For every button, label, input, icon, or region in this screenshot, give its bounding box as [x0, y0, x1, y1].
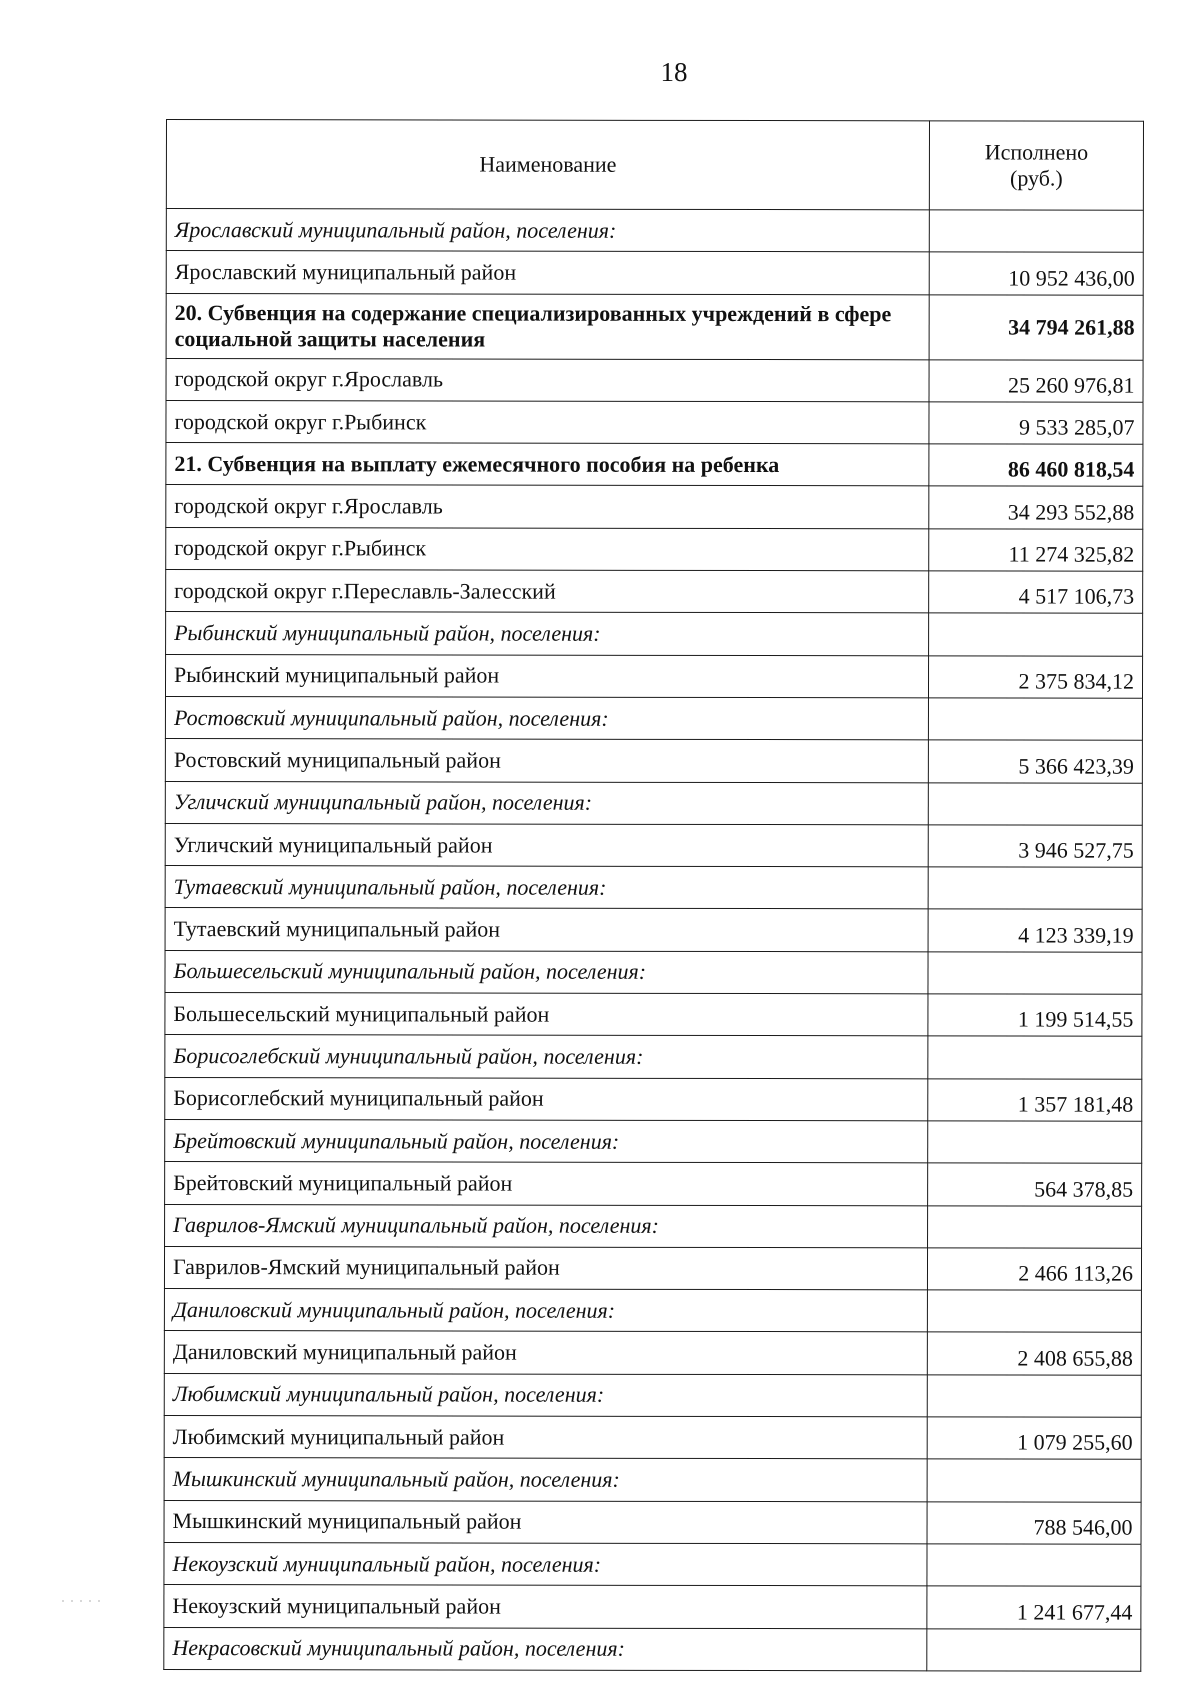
row-name: Рыбинский муниципальный район, поселения:: [166, 612, 929, 656]
row-value: 1 357 181,48: [928, 1078, 1142, 1121]
header-row: [166, 120, 1143, 211]
row-name: Ростовский муниципальный район, поселения:: [165, 696, 928, 740]
row-value: 86 460 818,54: [929, 444, 1143, 487]
row-value: 1 241 677,44: [927, 1586, 1141, 1629]
row-name: Большесельский муниципальный район, поселения:: [165, 950, 928, 994]
row-name: Даниловский муниципальный район, поселения:: [164, 1289, 927, 1333]
row-value: [927, 1290, 1141, 1333]
group-heading-row: [164, 1289, 1141, 1333]
row-name: Борисоглебский муниципальный район: [165, 1077, 928, 1121]
page-number: 18: [660, 57, 688, 87]
row-name: городской округ г.Ярославль: [166, 358, 929, 402]
row-name: Мышкинский муниципальный район, поселения:: [164, 1458, 927, 1502]
group-heading-row: [165, 1035, 1142, 1079]
row-value: [928, 867, 1142, 910]
row-name: 21. Субвенция на выплату ежемесячного пособия на ребенка: [166, 443, 929, 487]
row-value: 2 375 834,12: [928, 656, 1142, 699]
table-row: [165, 1162, 1142, 1206]
row-name: Некоузский муниципальный район, поселения:: [164, 1542, 927, 1586]
header-value: [929, 121, 1143, 210]
row-name: Ростовский муниципальный район: [165, 739, 928, 783]
row-value: [928, 1121, 1142, 1164]
table-row: [164, 1416, 1141, 1460]
row-name: Гаврилов-Ямский муниципальный район, поселения:: [165, 1204, 928, 1248]
row-value: 4 123 339,19: [928, 909, 1142, 952]
table-row: [166, 400, 1143, 444]
table-header: [166, 120, 1143, 211]
row-value: [929, 210, 1143, 253]
row-name: Любимский муниципальный район, поселения:: [164, 1373, 927, 1417]
row-value: 788 546,00: [927, 1501, 1141, 1544]
group-heading-row: [164, 1458, 1141, 1502]
subsidy-row: [166, 443, 1143, 487]
table-row: [164, 1585, 1141, 1629]
table-row: [166, 358, 1143, 402]
header-name: Наименование: [166, 120, 929, 210]
row-name: 20. Субвенция на содержание специализированных учреждений в сфере социальной защиты населения: [166, 293, 929, 359]
group-heading-row: [165, 1119, 1142, 1163]
header-value-text: Исполнено (руб.): [984, 139, 1089, 191]
row-value: [929, 613, 1143, 656]
row-value: [928, 782, 1142, 825]
table-row: [165, 993, 1142, 1037]
row-name: городской округ г.Рыбинск: [166, 400, 929, 444]
table-row: [166, 485, 1143, 529]
row-name: городской округ г.Переславль-Залесский: [166, 570, 929, 614]
row-name: городской округ г.Рыбинск: [166, 527, 929, 571]
row-name: Брейтовский муниципальный район, поселения:: [165, 1119, 928, 1163]
row-value: 5 366 423,39: [928, 740, 1142, 783]
row-name: Рыбинский муниципальный район: [165, 654, 928, 698]
row-value: 3 946 527,75: [928, 825, 1142, 868]
group-heading-row: [166, 209, 1143, 253]
row-name: Ярославский муниципальный район, поселения:: [166, 209, 929, 253]
group-heading-row: [165, 696, 1142, 740]
row-value: 34 293 552,88: [929, 486, 1143, 529]
row-name: Некрасовский муниципальный район, поселения:: [164, 1627, 927, 1671]
table-row: [165, 654, 1142, 698]
row-value: 25 260 976,81: [929, 359, 1143, 402]
row-value: 11 274 325,82: [929, 529, 1143, 572]
group-heading-row: [165, 781, 1142, 825]
row-name: Угличский муниципальный район: [165, 823, 928, 867]
row-value: 10 952 436,00: [929, 252, 1143, 295]
subsidy-row: [166, 293, 1143, 360]
row-name: городской округ г.Ярославль: [166, 485, 929, 529]
row-value: [927, 1375, 1141, 1418]
row-name: Борисоглебский муниципальный район, поселения:: [165, 1035, 928, 1079]
row-value: [927, 1628, 1141, 1671]
row-value: 2 466 113,26: [927, 1248, 1141, 1291]
table-row: [164, 1246, 1141, 1290]
group-heading-row: [164, 1373, 1141, 1417]
row-value: [928, 1036, 1142, 1079]
group-heading-row: [164, 1542, 1141, 1586]
table-row: [166, 251, 1143, 295]
table-body: [164, 209, 1144, 1671]
row-name: Мышкинский муниципальный район: [164, 1500, 927, 1544]
row-value: 34 794 261,88: [929, 294, 1143, 359]
row-value: 4 517 106,73: [929, 571, 1143, 614]
row-name: Некоузский муниципальный район: [164, 1585, 927, 1629]
table-row: [165, 739, 1142, 783]
table-row: [166, 570, 1143, 614]
row-name: Тутаевский муниципальный район, поселения:: [165, 866, 928, 910]
row-name: Брейтовский муниципальный район: [165, 1162, 928, 1206]
row-value: 564 378,85: [928, 1163, 1142, 1206]
row-value: [928, 698, 1142, 741]
row-value: 1 079 255,60: [927, 1417, 1141, 1460]
row-value: 1 199 514,55: [928, 994, 1142, 1037]
row-value: [927, 1544, 1141, 1587]
table-row: [165, 823, 1142, 867]
group-heading-row: [164, 1627, 1141, 1671]
row-name: Ярославский муниципальный район: [166, 251, 929, 295]
table-row: [165, 908, 1142, 952]
row-name: Даниловский муниципальный район: [164, 1331, 927, 1375]
group-heading-row: [165, 950, 1142, 994]
execution-table: [163, 119, 1144, 1672]
table-row: [164, 1500, 1141, 1544]
row-name: Любимский муниципальный район: [164, 1416, 927, 1460]
group-heading-row: [165, 1204, 1142, 1248]
scan-artifact: [62, 1600, 102, 1602]
group-heading-row: [166, 612, 1143, 656]
row-name: Большесельский муниципальный район: [165, 993, 928, 1037]
row-value: [928, 952, 1142, 995]
table-row: [164, 1331, 1141, 1375]
row-value: [928, 1205, 1142, 1248]
row-value: 2 408 655,88: [927, 1332, 1141, 1375]
row-value: [927, 1459, 1141, 1502]
table-row: [166, 527, 1143, 571]
row-name: Гаврилов-Ямский муниципальный район: [164, 1246, 927, 1290]
row-name: Тутаевский муниципальный район: [165, 908, 928, 952]
group-heading-row: [165, 866, 1142, 910]
row-name: Угличский муниципальный район, поселения:: [165, 781, 928, 825]
table-row: [165, 1077, 1142, 1121]
row-value: 9 533 285,07: [929, 402, 1143, 445]
